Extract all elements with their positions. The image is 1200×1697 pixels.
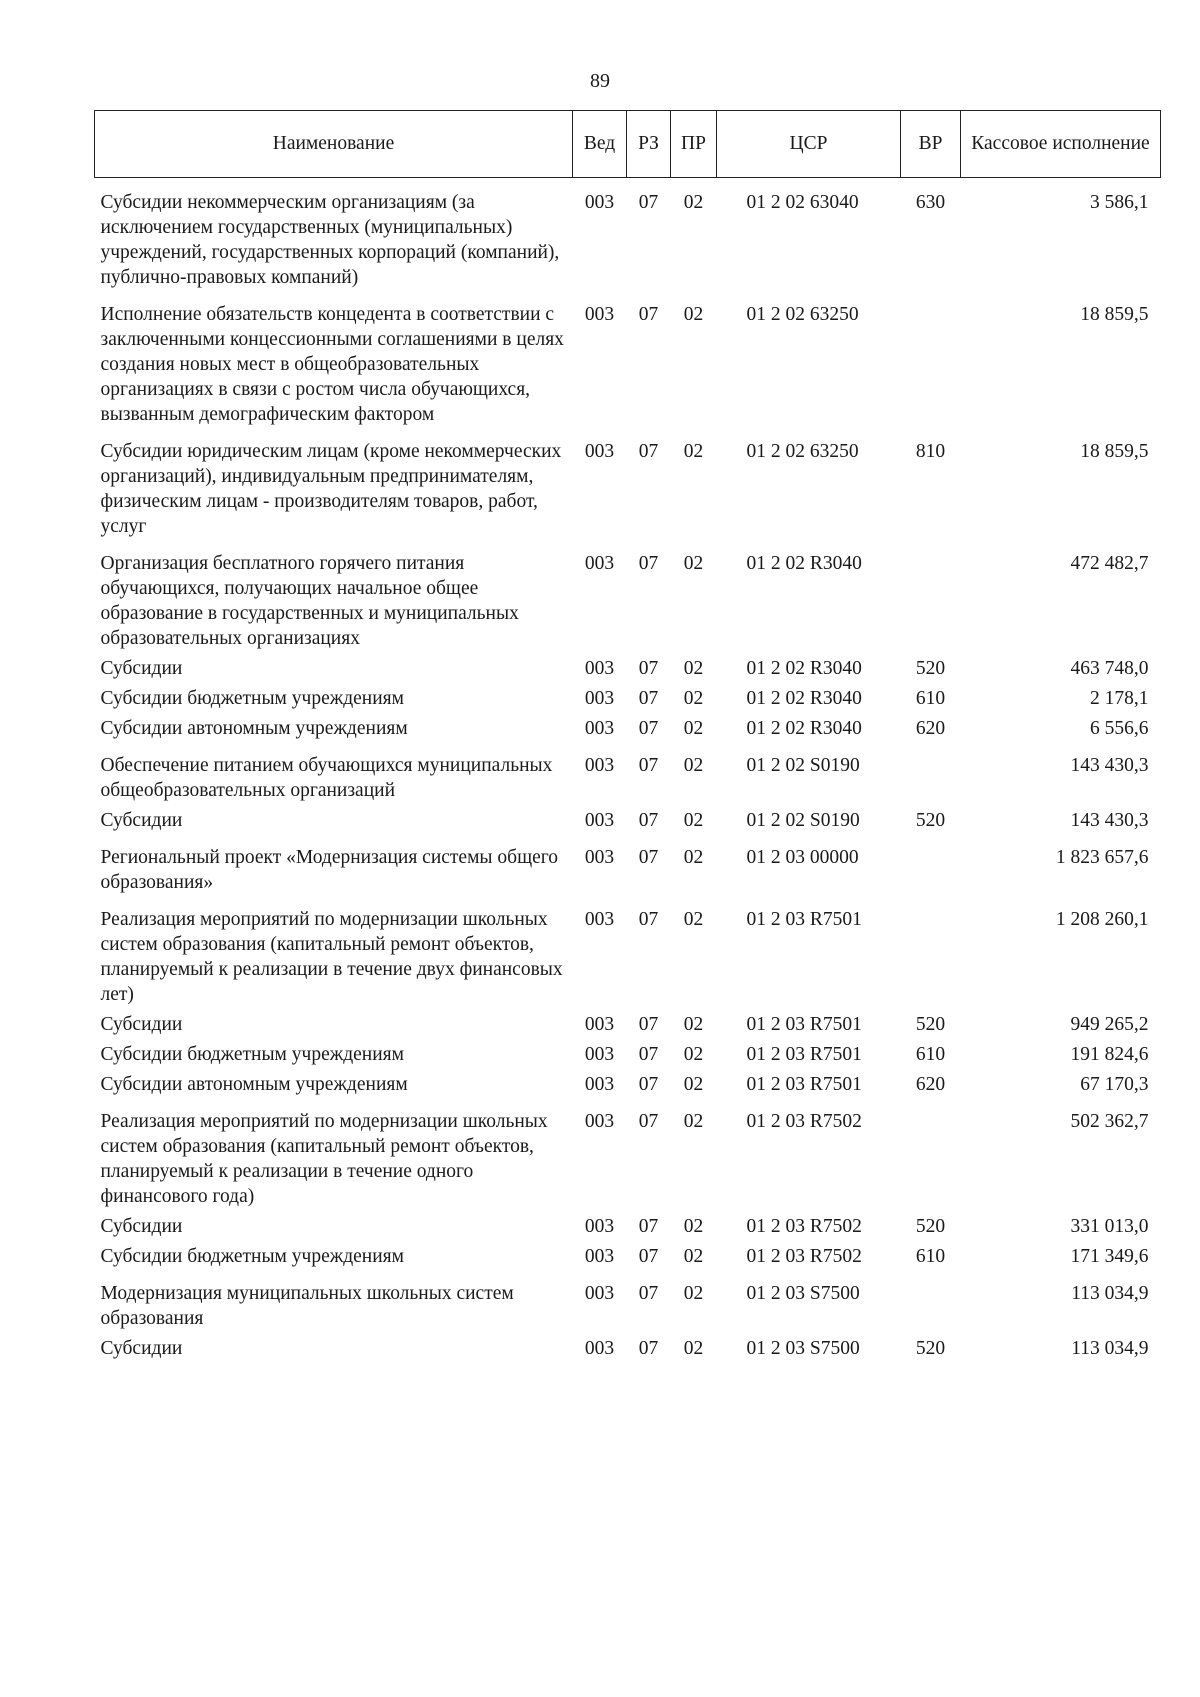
cell-pr: 02: [683, 755, 704, 776]
header-rz: РЗ: [627, 111, 671, 178]
cell-sum: 171 349,6: [1070, 1246, 1149, 1267]
cell-name: Субсидии юридическим лицам (кроме некоммерческих организаций), индивидуальным предпринимателям, физическим лицам - производителям товаров, работ, услуг: [100, 441, 562, 537]
cell-pr: 02: [683, 810, 704, 831]
cell-pr: 02: [683, 553, 704, 574]
cell-ved: 003: [584, 688, 615, 709]
cell-name: Организация бесплатного горячего питания обучающихся, получающих начальное общее образование в государственных и муниципальных образовательных организациях: [100, 553, 519, 649]
cell-ved: 003: [584, 192, 615, 213]
table-row: [95, 1097, 1161, 1209]
table-row: [95, 681, 1161, 711]
cell-csr: 01 2 03 S7500: [746, 1283, 860, 1304]
cell-pr: 02: [683, 1074, 704, 1095]
cell-csr: 01 2 03 R7501: [746, 1044, 862, 1065]
header-vr: ВР: [901, 111, 961, 178]
cell-rz: 07: [638, 192, 659, 213]
header-csr: ЦСР: [717, 111, 901, 178]
cell-name: Субсидии: [100, 658, 183, 679]
cell-csr: 01 2 03 S7500: [746, 1338, 860, 1359]
cell-ved: 003: [584, 1044, 615, 1065]
cell-name: Исполнение обязательств концедента в соответствии с заключенными концессионными соглашениями в целях создания новых мест в общеобразовательных организациях в связи с ростом числа обучающихся, вызванным демографическим фактором: [100, 304, 564, 425]
cell-csr: 01 2 02 R3040: [746, 688, 862, 709]
cell-pr: 02: [683, 1014, 704, 1035]
cell-vr: [901, 833, 961, 895]
cell-sum: 67 170,3: [1080, 1074, 1149, 1095]
cell-pr: 02: [683, 1216, 704, 1237]
cell-vr: [901, 1269, 961, 1331]
cell-name: Субсидии автономным учреждениям: [100, 1074, 408, 1095]
header-ved: Вед: [573, 111, 627, 178]
cell-vr: 520: [915, 1014, 946, 1035]
cell-name: Субсидии бюджетным учреждениям: [100, 688, 404, 709]
cell-csr: 01 2 02 R3040: [746, 718, 862, 739]
cell-name: Реализация мероприятий по модернизации школьных систем образования (капитальный ремонт объектов, планируемый к реализации в течение одного финансового года): [100, 1111, 548, 1207]
cell-ved: 003: [584, 1246, 615, 1267]
cell-name: Субсидии: [100, 1014, 183, 1035]
cell-rz: 07: [638, 658, 659, 679]
cell-sum: 502 362,7: [1070, 1111, 1149, 1132]
cell-sum: 472 482,7: [1070, 553, 1149, 574]
budget-table: [94, 110, 1161, 1361]
cell-ved: 003: [584, 553, 615, 574]
cell-vr: [901, 895, 961, 1007]
cell-pr: 02: [683, 688, 704, 709]
table-body: [95, 178, 1161, 1362]
cell-sum: 3 586,1: [1090, 192, 1149, 213]
cell-sum: 1 823 657,6: [1055, 847, 1149, 868]
cell-csr: 01 2 02 63040: [746, 192, 859, 213]
table-row: [95, 1269, 1161, 1331]
cell-name: Субсидии: [100, 1216, 183, 1237]
table-row: [95, 1239, 1161, 1269]
cell-ved: 003: [584, 810, 615, 831]
cell-sum: 191 824,6: [1070, 1044, 1149, 1065]
cell-vr: [901, 539, 961, 651]
cell-ved: 003: [584, 1216, 615, 1237]
cell-name: Обеспечение питанием обучающихся муниципальных общеобразовательных организаций: [100, 755, 553, 801]
table-row: [95, 178, 1161, 291]
cell-vr: 630: [915, 192, 946, 213]
cell-name: Субсидии автономным учреждениям: [100, 718, 408, 739]
table-row: [95, 803, 1161, 833]
cell-name: Субсидии некоммерческим организациям (за исключением государственных (муниципальных) учреждений, государственных корпораций (компаний), публично-правовых компаний): [100, 192, 560, 288]
table-header: [95, 111, 1161, 178]
cell-name: Модернизация муниципальных школьных систем образования: [100, 1283, 514, 1329]
cell-vr: [901, 290, 961, 427]
cell-rz: 07: [638, 718, 659, 739]
cell-ved: 003: [584, 755, 615, 776]
cell-ved: 003: [584, 718, 615, 739]
cell-pr: 02: [683, 304, 704, 325]
cell-ved: 003: [584, 658, 615, 679]
cell-pr: 02: [683, 1338, 704, 1359]
cell-sum: 113 034,9: [1071, 1283, 1149, 1304]
table-row: [95, 651, 1161, 681]
cell-ved: 003: [584, 1111, 615, 1132]
cell-vr: 610: [915, 1246, 946, 1267]
cell-sum: 143 430,3: [1070, 810, 1149, 831]
cell-pr: 02: [683, 909, 704, 930]
cell-name: Субсидии бюджетным учреждениям: [100, 1044, 404, 1065]
cell-pr: 02: [683, 441, 704, 462]
cell-csr: 01 2 03 R7502: [746, 1111, 862, 1132]
cell-pr: 02: [683, 192, 704, 213]
cell-ved: 003: [584, 441, 615, 462]
cell-ved: 003: [584, 1338, 615, 1359]
cell-rz: 07: [638, 1014, 659, 1035]
cell-vr: 620: [915, 1074, 946, 1095]
cell-vr: 810: [915, 441, 946, 462]
table-row: [95, 741, 1161, 803]
cell-rz: 07: [638, 847, 659, 868]
cell-csr: 01 2 03 R7501: [746, 1074, 862, 1095]
table-row: [95, 427, 1161, 539]
cell-name: Субсидии: [100, 1338, 183, 1359]
table-row: [95, 539, 1161, 651]
cell-pr: 02: [683, 718, 704, 739]
cell-ved: 003: [584, 909, 615, 930]
cell-csr: 01 2 03 R7502: [746, 1246, 862, 1267]
cell-sum: 331 013,0: [1070, 1216, 1149, 1237]
cell-sum: 949 265,2: [1070, 1014, 1149, 1035]
cell-vr: 610: [915, 1044, 946, 1065]
cell-csr: 01 2 02 S0190: [746, 755, 860, 776]
cell-csr: 01 2 03 00000: [746, 847, 859, 868]
cell-ved: 003: [584, 1074, 615, 1095]
cell-pr: 02: [683, 1111, 704, 1132]
cell-rz: 07: [638, 810, 659, 831]
table-row: [95, 1007, 1161, 1037]
table-row: [95, 1037, 1161, 1067]
cell-rz: 07: [638, 1044, 659, 1065]
cell-ved: 003: [584, 1283, 615, 1304]
cell-vr: 520: [915, 1338, 946, 1359]
cell-vr: 520: [915, 810, 946, 831]
cell-pr: 02: [683, 1246, 704, 1267]
cell-sum: 1 208 260,1: [1055, 909, 1149, 930]
cell-pr: 02: [683, 1044, 704, 1065]
cell-rz: 07: [638, 1246, 659, 1267]
cell-sum: 18 859,5: [1080, 304, 1149, 325]
cell-csr: 01 2 03 R7502: [746, 1216, 862, 1237]
cell-rz: 07: [638, 1216, 659, 1237]
cell-vr: 520: [915, 1216, 946, 1237]
cell-csr: 01 2 02 S0190: [746, 810, 860, 831]
cell-csr: 01 2 02 63250: [746, 441, 859, 462]
cell-rz: 07: [638, 1111, 659, 1132]
page-number: 89: [590, 70, 610, 92]
cell-ved: 003: [584, 847, 615, 868]
cell-sum: 2 178,1: [1090, 688, 1149, 709]
cell-rz: 07: [638, 553, 659, 574]
cell-name: Субсидии бюджетным учреждениям: [100, 1246, 404, 1267]
cell-csr: 01 2 03 R7501: [746, 909, 862, 930]
cell-name: Реализация мероприятий по модернизации школьных систем образования (капитальный ремонт объектов, планируемый к реализации в течение двух финансовых лет): [100, 909, 563, 1005]
cell-name: Субсидии: [100, 810, 183, 831]
table-row: [95, 895, 1161, 1007]
cell-sum: 143 430,3: [1070, 755, 1149, 776]
cell-csr: 01 2 02 R3040: [746, 553, 862, 574]
cell-vr: [901, 741, 961, 803]
budget-table-container: [94, 110, 1160, 1361]
cell-pr: 02: [683, 847, 704, 868]
cell-sum: 6 556,6: [1090, 718, 1149, 739]
cell-rz: 07: [638, 688, 659, 709]
cell-pr: 02: [683, 1283, 704, 1304]
cell-rz: 07: [638, 909, 659, 930]
table-row: [95, 1067, 1161, 1097]
cell-pr: 02: [683, 658, 704, 679]
table-row: [95, 290, 1161, 427]
cell-rz: 07: [638, 755, 659, 776]
cell-csr: 01 2 03 R7501: [746, 1014, 862, 1035]
cell-rz: 07: [638, 1074, 659, 1095]
cell-ved: 003: [584, 304, 615, 325]
header-sum: Кассовое исполнение: [961, 111, 1161, 178]
cell-rz: 07: [638, 304, 659, 325]
cell-sum: 113 034,9: [1071, 1338, 1149, 1359]
cell-csr: 01 2 02 63250: [746, 304, 859, 325]
table-row: [95, 833, 1161, 895]
cell-vr: 620: [915, 718, 946, 739]
cell-rz: 07: [638, 1283, 659, 1304]
cell-ved: 003: [584, 1014, 615, 1035]
table-row: [95, 1209, 1161, 1239]
cell-rz: 07: [638, 1338, 659, 1359]
cell-rz: 07: [638, 441, 659, 462]
cell-vr: 520: [915, 658, 946, 679]
cell-vr: [901, 1097, 961, 1209]
cell-sum: 463 748,0: [1070, 658, 1149, 679]
cell-vr: 610: [915, 688, 946, 709]
header-pr: ПР: [671, 111, 717, 178]
cell-sum: 18 859,5: [1080, 441, 1149, 462]
cell-csr: 01 2 02 R3040: [746, 658, 862, 679]
table-row: [95, 711, 1161, 741]
table-row: [95, 1331, 1161, 1361]
cell-name: Региональный проект «Модернизация системы общего образования»: [100, 847, 559, 893]
header-name: Наименование: [95, 111, 573, 178]
